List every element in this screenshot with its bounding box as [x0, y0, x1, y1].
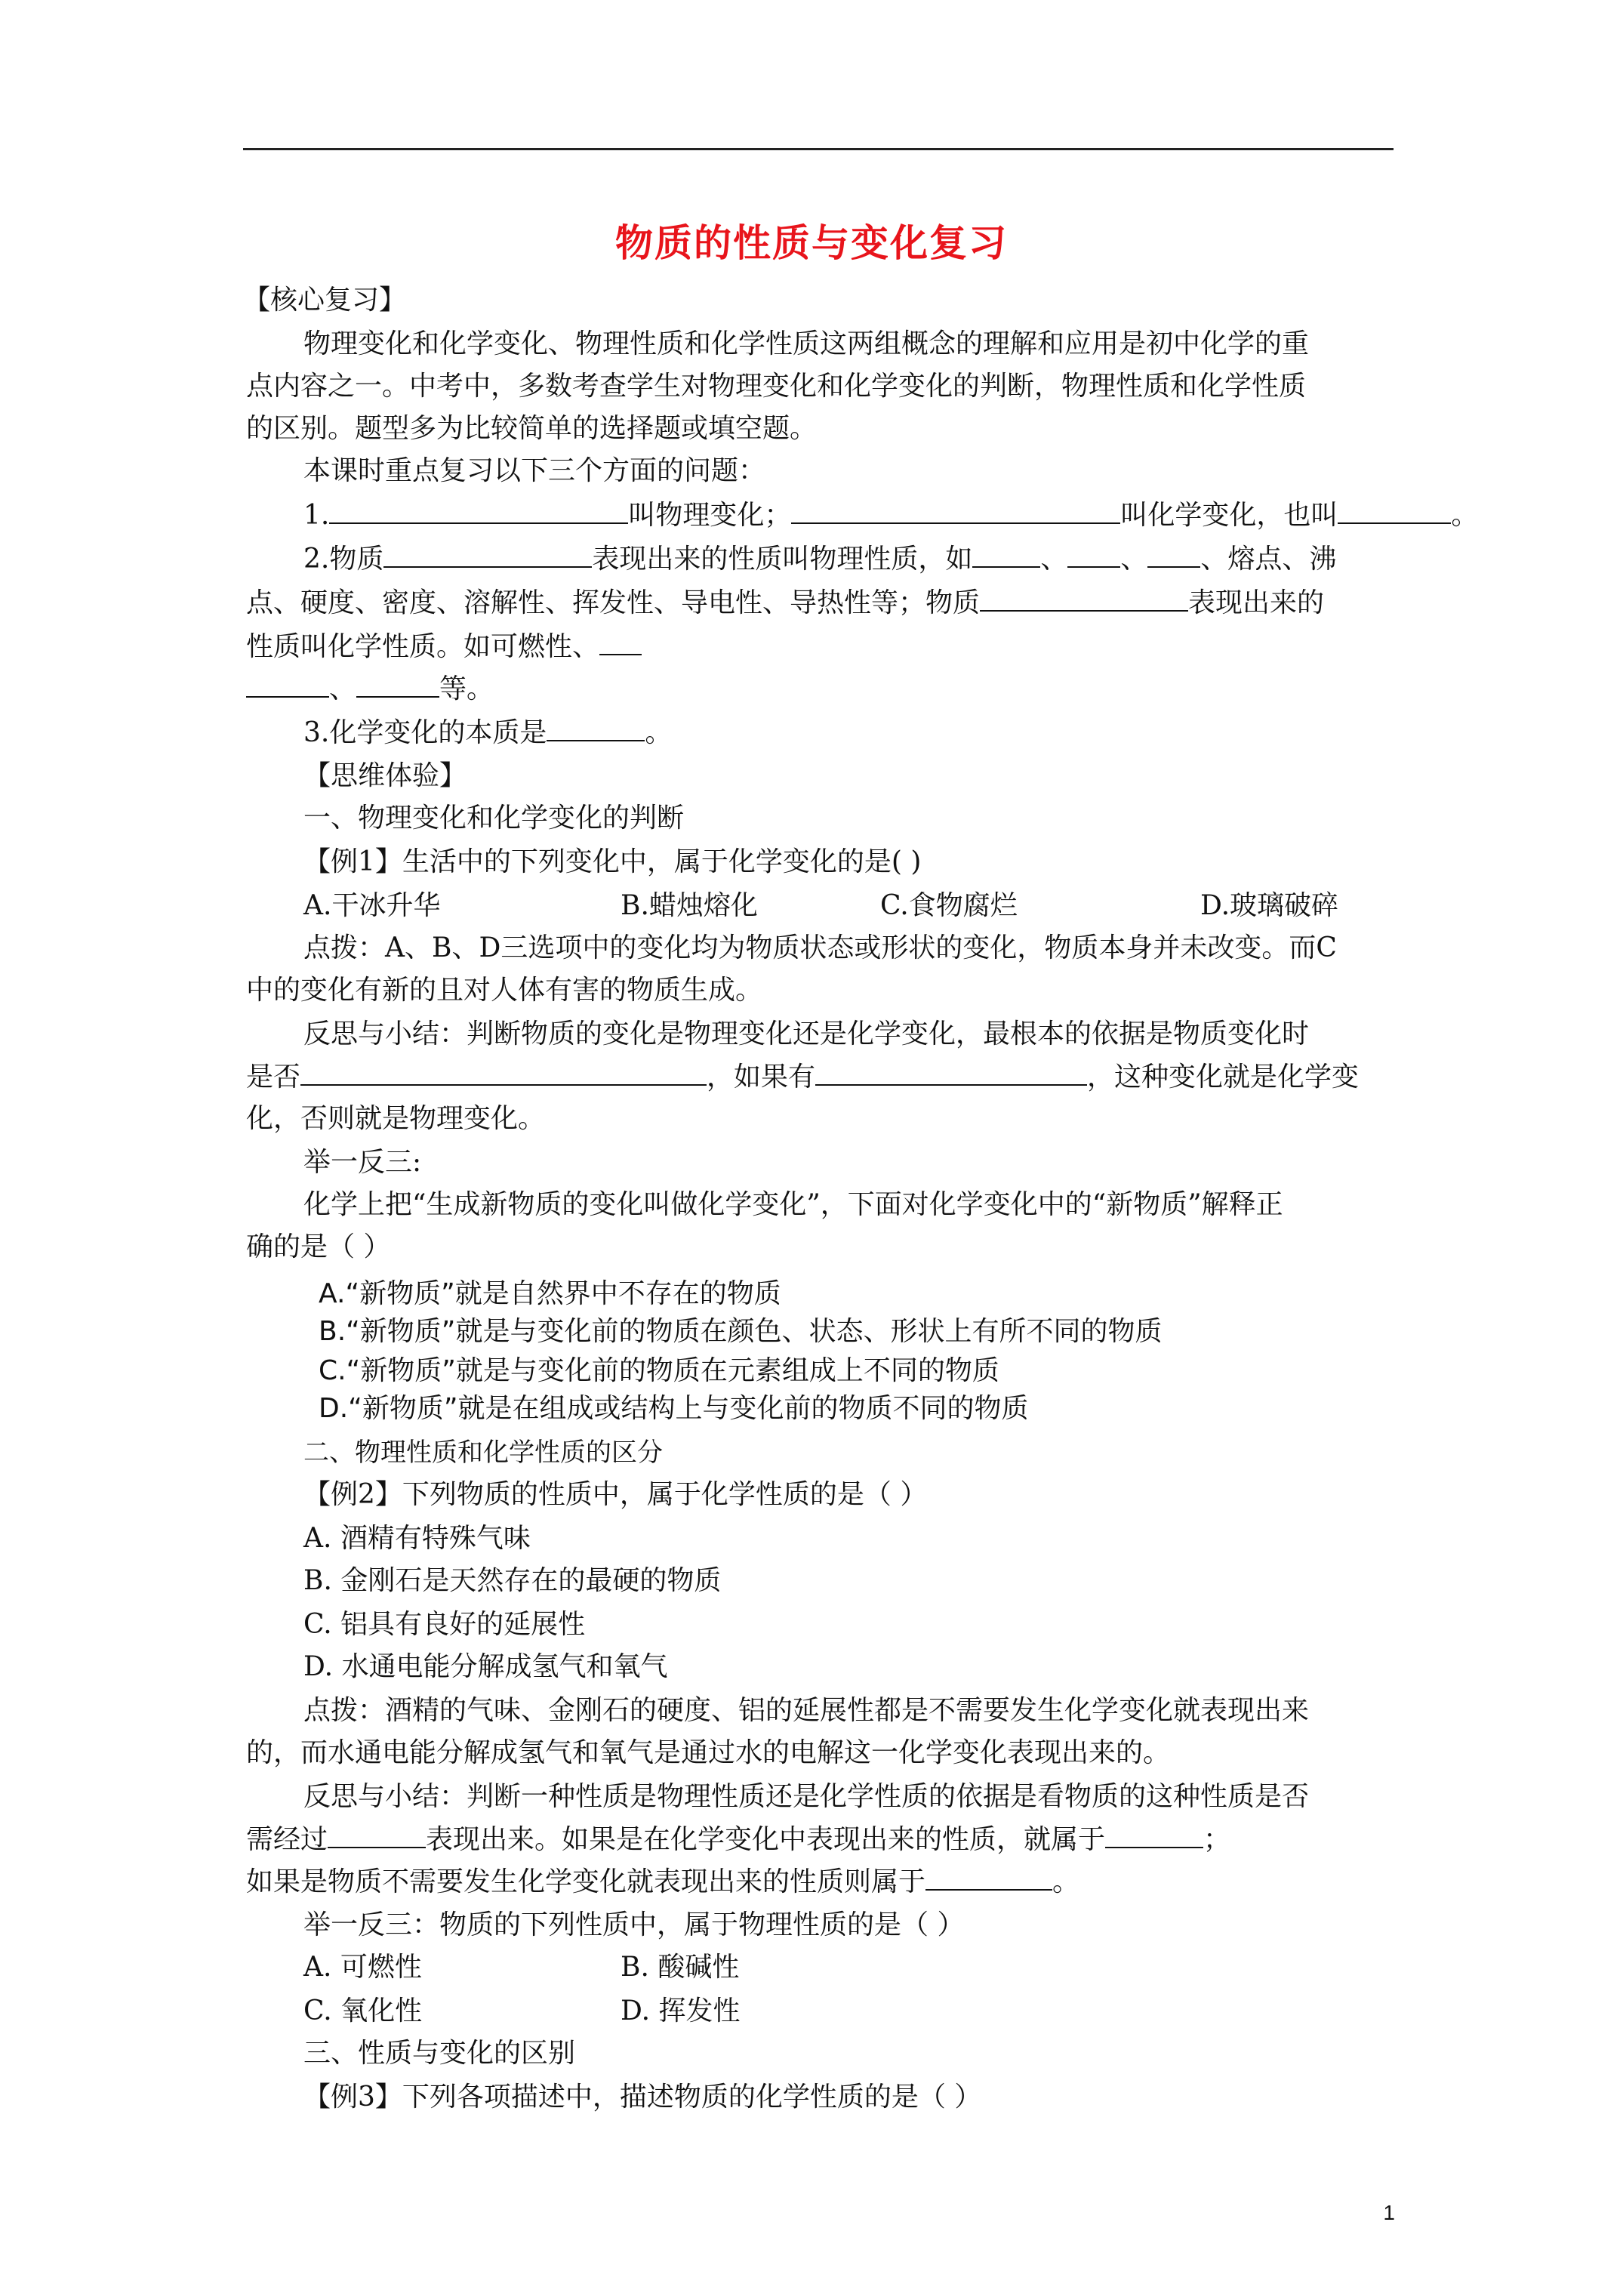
item2-blank1[interactable] [383, 544, 592, 568]
item2-sep2: 、 [1120, 544, 1148, 575]
item2-line2a: 点、硬度、密度、溶解性、挥发性、导电性、导热性等；物质 [246, 587, 981, 618]
reflect1-b1: 是否 [246, 1062, 301, 1093]
practice1-question-line2: 确的是（ ） [246, 1231, 391, 1262]
item2-line4-sep: 、 [329, 673, 357, 704]
item2-b: 表现出来的性质叫物理性质，如 [592, 544, 973, 575]
practice2-question: 举一反三：物质的下列性质中，属于物理性质的是（ ） [303, 1909, 965, 1940]
reflect2-line1: 反思与小结：判断一种性质是物理性质还是化学性质的依据是看物质的这种性质是否 [303, 1781, 1310, 1812]
practice1-option-c[interactable]: C.“新物质”就是与变化前的物质在元素组成上不同的物质 [319, 1355, 999, 1386]
reflect1-b3: ，这种变化就是化学变 [1087, 1062, 1360, 1093]
item1-text1: 叫物理变化； [628, 500, 792, 531]
item2-line2b: 表现出来的 [1188, 587, 1325, 618]
item2-line3 [246, 631, 642, 662]
practice1-heading: 举一反三: [303, 1147, 422, 1178]
header-rule [243, 148, 1394, 150]
example1-option-d[interactable]: D.玻璃破碎 [1200, 890, 1339, 921]
example2-option-a[interactable]: A. 酒精有特殊气味 [303, 1523, 531, 1554]
example1-hint-line2: 中的变化有新的且对人体有害的物质生成。 [246, 975, 763, 1006]
practice1-option-b[interactable]: B.“新物质”就是与变化前的物质在颜色、状态、形状上有所不同的物质 [319, 1316, 1163, 1347]
example2-hint-line2: 的，而水通电能分解成氢气和氧气是通过水的电解这一化学变化表现出来的。 [246, 1737, 1171, 1768]
reflect1-b2: ，如果有 [707, 1062, 816, 1093]
item1-line [303, 500, 1478, 531]
page-number: 1 [1383, 2201, 1395, 2224]
reflect1-line3: 化，否则就是物理变化。 [246, 1103, 546, 1134]
example1-hint-line1: 点拨：A、B、D三选项中的变化均为物质状态或形状的变化，物质本身并未改变。而C [303, 932, 1337, 963]
item3-end: 。 [645, 717, 673, 748]
item1-text2: 叫化学变化，也叫 [1120, 500, 1338, 531]
example3-question: 【例3】下列各项描述中，描述物质的化学性质的是（ ） [303, 2082, 982, 2113]
reflect2-blank1[interactable] [328, 1824, 426, 1848]
reflect2-blank2[interactable] [1105, 1824, 1203, 1848]
reflect2-c2: 。 [1052, 1866, 1080, 1897]
item1-blank3[interactable] [1338, 500, 1451, 524]
core-review-heading: 【核心复习】 [243, 285, 407, 316]
item2-blank3[interactable] [1067, 544, 1120, 568]
example1-option-c[interactable]: C.食物腐烂 [880, 890, 1018, 921]
item2-blank8[interactable] [356, 673, 439, 698]
example2-question: 【例2】下列物质的性质中，属于化学性质的是（ ） [303, 1479, 928, 1510]
item2-sep1: 、 [1040, 544, 1068, 575]
example2-option-c[interactable]: C. 铝具有良好的延展性 [303, 1609, 586, 1640]
example1-option-a[interactable]: A.干冰升华 [303, 890, 441, 921]
practice2-option-d[interactable]: D. 挥发性 [621, 1996, 741, 2026]
item2-line1 [303, 544, 1336, 575]
item3-blank[interactable] [547, 717, 645, 741]
item2-line2 [246, 587, 1324, 618]
reflect2-b2: 表现出来。如果是在化学变化中表现出来的性质，就属于 [426, 1824, 1106, 1855]
item1-number: 1. [303, 500, 330, 531]
core-review-p1-line3: 的区别。题型多为比较简单的选择题或填空题。 [246, 413, 818, 444]
item2-c: 、熔点、沸 [1200, 544, 1337, 575]
item2-a: 2.物质 [303, 544, 384, 575]
item2-line3-text: 性质叫化学性质。如可燃性、 [246, 631, 600, 662]
reflect1-line2 [246, 1062, 1359, 1093]
reflect2-line3 [246, 1866, 1079, 1897]
reflect2-b3: ； [1203, 1824, 1231, 1855]
example2-option-b[interactable]: B. 金刚石是天然存在的最硬的物质 [303, 1565, 722, 1596]
practice2-option-b[interactable]: B. 酸碱性 [621, 1952, 740, 1983]
item2-line4 [246, 673, 494, 704]
example1-question: 【例1】生活中的下列变化中，属于化学变化的是( ) [303, 846, 922, 877]
reflect1-blank2[interactable] [815, 1062, 1087, 1086]
item1-blank2[interactable] [791, 500, 1120, 524]
item2-blank2[interactable] [972, 544, 1040, 568]
example2-option-d[interactable]: D. 水通电能分解成氢气和氧气 [303, 1651, 668, 1682]
item2-blank4[interactable] [1147, 544, 1200, 568]
core-review-p1-line2: 点内容之一。中考中，多数考查学生对物理变化和化学变化的判断，物理性质和化学性质 [246, 371, 1307, 402]
section1-heading: 一、物理变化和化学变化的判断 [303, 803, 685, 834]
item2-blank5[interactable] [980, 587, 1188, 612]
item2-line4-end: 等。 [439, 673, 494, 704]
core-review-p1-line1: 物理变化和化学变化、物理性质和化学性质这两组概念的理解和应用是初中化学的重 [303, 328, 1310, 359]
example1-option-b[interactable]: B.蜡烛熔化 [621, 890, 758, 921]
item3-a: 3.化学变化的本质是 [303, 717, 547, 748]
thinking-heading: 【思维体验】 [303, 760, 467, 791]
core-review-p2: 本课时重点复习以下三个方面的问题： [303, 455, 766, 486]
page-title: 物质的性质与变化复习 [615, 220, 1008, 265]
section2-heading: 二、物理性质和化学性质的区分 [303, 1438, 663, 1468]
practice2-option-c[interactable]: C. 氧化性 [303, 1996, 423, 2026]
example2-hint-line1: 点拨：酒精的气味、金刚石的硬度、铝的延展性都是不需要发生化学变化就表现出来 [303, 1695, 1310, 1726]
item2-blank6[interactable] [599, 631, 642, 655]
section3-heading: 三、性质与变化的区别 [303, 2038, 576, 2069]
reflect2-b1: 需经过 [246, 1824, 328, 1855]
reflect2-line2 [246, 1824, 1230, 1855]
item1-blank1[interactable] [329, 500, 628, 524]
practice2-option-a[interactable]: A. 可燃性 [303, 1952, 422, 1983]
reflect1-line1: 反思与小结：判断物质的变化是物理变化还是化学变化，最根本的依据是物质变化时 [303, 1019, 1310, 1049]
item1-end: 。 [1451, 500, 1479, 531]
practice1-option-d[interactable]: D.“新物质”就是在组成或结构上与变化前的物质不同的物质 [319, 1393, 1029, 1424]
item2-blank7[interactable] [246, 673, 329, 698]
reflect2-c1: 如果是物质不需要发生化学变化就表现出来的性质则属于 [246, 1866, 926, 1897]
practice1-question-line1: 化学上把“生成新物质的变化叫做化学变化”，下面对化学变化中的“新物质”解释正 [303, 1189, 1283, 1220]
item3-line [303, 717, 672, 748]
reflect2-blank3[interactable] [925, 1866, 1052, 1891]
practice1-option-a[interactable]: A.“新物质”就是自然界中不存在的物质 [319, 1278, 781, 1309]
reflect1-blank1[interactable] [300, 1062, 707, 1086]
